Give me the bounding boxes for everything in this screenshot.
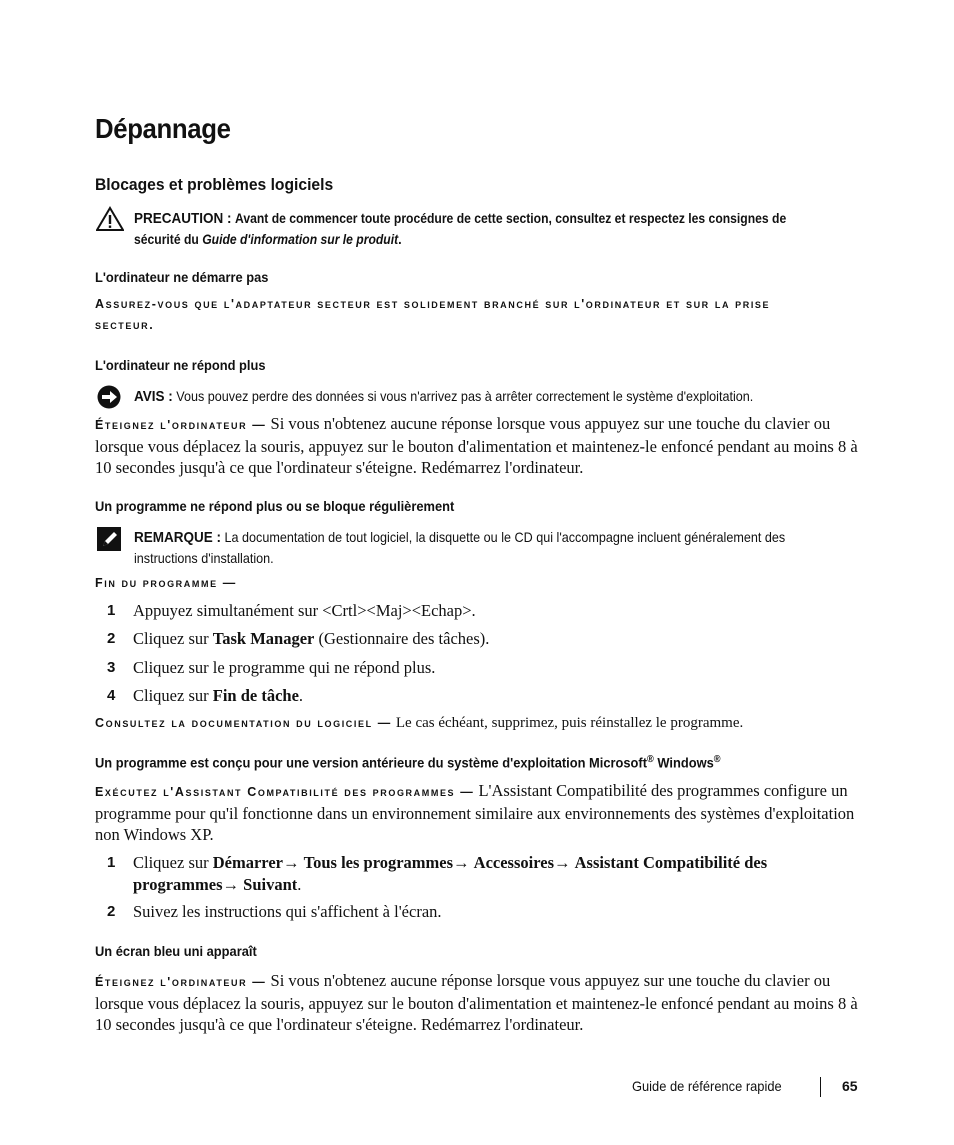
action-shutdown-2: Éteignez l'ordinateur —	[95, 975, 267, 989]
action-shutdown-1: Éteignez l'ordinateur —	[95, 418, 267, 432]
arrow-icon: →	[222, 875, 240, 894]
page-title: Dépannage	[95, 113, 231, 144]
precaution-label: PRECAUTION :	[134, 210, 232, 227]
avis-label: AVIS :	[134, 388, 173, 405]
precaution-note	[134, 208, 818, 250]
step-text-post: .	[298, 686, 304, 705]
step-number: 1	[107, 602, 116, 619]
step-text	[133, 657, 833, 679]
arrow-icon: →	[282, 853, 300, 872]
step-number: 4	[107, 687, 116, 704]
step-text-pre: Cliquez sur	[133, 853, 213, 872]
notice-hand-icon	[96, 384, 124, 410]
text-consult-doc: Le cas échéant, supprimez, puis réinstallez le programme.	[395, 715, 744, 731]
avis-note	[134, 386, 818, 407]
step-number: 2	[107, 630, 116, 647]
arrow-icon: →	[554, 853, 571, 872]
step-text	[133, 852, 803, 896]
pencil-note-icon	[96, 526, 124, 552]
footer-guide-title: Guide de référence rapide	[632, 1078, 782, 1094]
step-text-pre: Cliquez sur le programme qui ne répond plus.	[133, 658, 436, 677]
heading-no-start: L'ordinateur ne démarre pas	[95, 269, 269, 285]
step-text-end: .	[297, 875, 302, 894]
text-shutdown-1: Si vous n'obtenez aucune réponse lorsque vous appuyez sur une touche du clavier ou lorsque vous déplacez la souris, appuyez sur le bouton d'alimentation et maintenez-le enfoncé pendant au moins 8 à 10 secondes jusqu'à ce que l'ordinateur s'éteigne. Redémarrez l'ordinateur.	[95, 414, 858, 477]
heading-not-responding: L'ordinateur ne répond plus	[95, 357, 266, 373]
paragraph-shutdown-1	[95, 413, 860, 478]
precaution-end: .	[398, 231, 402, 247]
step-number: 2	[107, 903, 116, 920]
step-text-bold: Task Manager	[212, 629, 315, 648]
arrow-icon: →	[453, 853, 470, 872]
avis-text: Vous pouvez perdre des données si vous n'arrivez pas à arrêter correctement le système d'exploitation.	[176, 388, 754, 404]
paragraph-consult-doc	[95, 714, 895, 732]
action-check-adapter-cont: secteur.	[95, 318, 155, 332]
step-text: Suivez les instructions qui s'affichent à l'écran.	[133, 902, 442, 921]
remark-label: REMARQUE :	[134, 529, 222, 546]
heading-program-hangs: Un programme ne répond plus ou se bloque régulièrement	[95, 498, 455, 514]
heading-windows-text: Windows	[653, 754, 714, 771]
heading-older-version	[95, 754, 721, 771]
warning-triangle-icon	[96, 206, 124, 232]
footer-divider	[820, 1077, 821, 1097]
step-number: 3	[107, 659, 116, 676]
paragraph-compat-wizard	[95, 780, 860, 845]
heading-blue-screen: Un écran bleu uni apparaît	[95, 943, 257, 959]
registered-mark: ®	[647, 754, 654, 765]
remark-note	[134, 527, 818, 568]
text-compat-wizard: L'Assistant Compatibilité des programmes configure un programme pour qu'il fonctionne dans un environnement similaire aux environnements des systèmes d'exploitation non Windows XP.	[95, 781, 855, 844]
paragraph-shutdown-2	[95, 970, 860, 1035]
action-consult-doc: Consultez la documentation du logiciel —	[95, 716, 392, 730]
step-text-pre: Appuyez simultanément sur <Crtl><Maj><Echap>.	[133, 601, 476, 620]
text-shutdown-2: Si vous n'obtenez aucune réponse lorsque vous appuyez sur une touche du clavier ou lorsque vous déplacez la souris, appuyez sur le bouton d'alimentation et maintenez-le enfoncé pendant au moins 8 à 10 secondes jusqu'à ce que l'ordinateur s'éteigne. Redémarrez l'ordinateur.	[95, 971, 858, 1034]
step-text-pre: Cliquez sur	[133, 629, 213, 648]
section-heading: Blocages et problèmes logiciels	[95, 175, 334, 194]
menu-path-start: Démarrer	[212, 853, 283, 872]
step-text-post: (Gestionnaire des tâches).	[314, 629, 490, 648]
menu-path-compat-wizard: Assistant Compatibilité des programmes	[133, 853, 768, 894]
precaution-ref: Guide d'information sur le produit	[202, 232, 399, 247]
remark-text: La documentation de tout logiciel, la disquette ou le CD qui l'accompagne incluent généralement des instructions d'installation.	[134, 529, 786, 566]
menu-path-accessories: Accessoires	[473, 853, 555, 872]
step-text-bold: Fin de tâche	[212, 686, 299, 705]
heading-older-version-text: Un programme est conçu pour une version antérieure du système d'exploitation Microsoft	[95, 754, 648, 771]
action-end-program: Fin du programme —	[95, 576, 237, 590]
step-text-pre: Cliquez sur	[133, 686, 213, 705]
precaution-text: Avant de commencer toute procédure de cette section, consultez et respectez les consignes de sécurité du	[134, 211, 787, 247]
step-number: 1	[107, 854, 116, 871]
action-check-adapter: Assurez-vous que l'adaptateur secteur est solidement branché sur l'ordinateur et sur la prise	[95, 297, 771, 311]
action-compat-wizard: Exécutez l'Assistant Compatibilité des programmes —	[95, 785, 475, 799]
step-text	[133, 685, 833, 707]
menu-path-all-programs: Tous les programmes	[303, 853, 454, 872]
step-text	[133, 600, 833, 622]
page-number: 65	[842, 1078, 858, 1094]
step-text	[133, 628, 833, 650]
menu-path-next: Suivant	[243, 875, 298, 894]
registered-mark: ®	[713, 754, 721, 765]
